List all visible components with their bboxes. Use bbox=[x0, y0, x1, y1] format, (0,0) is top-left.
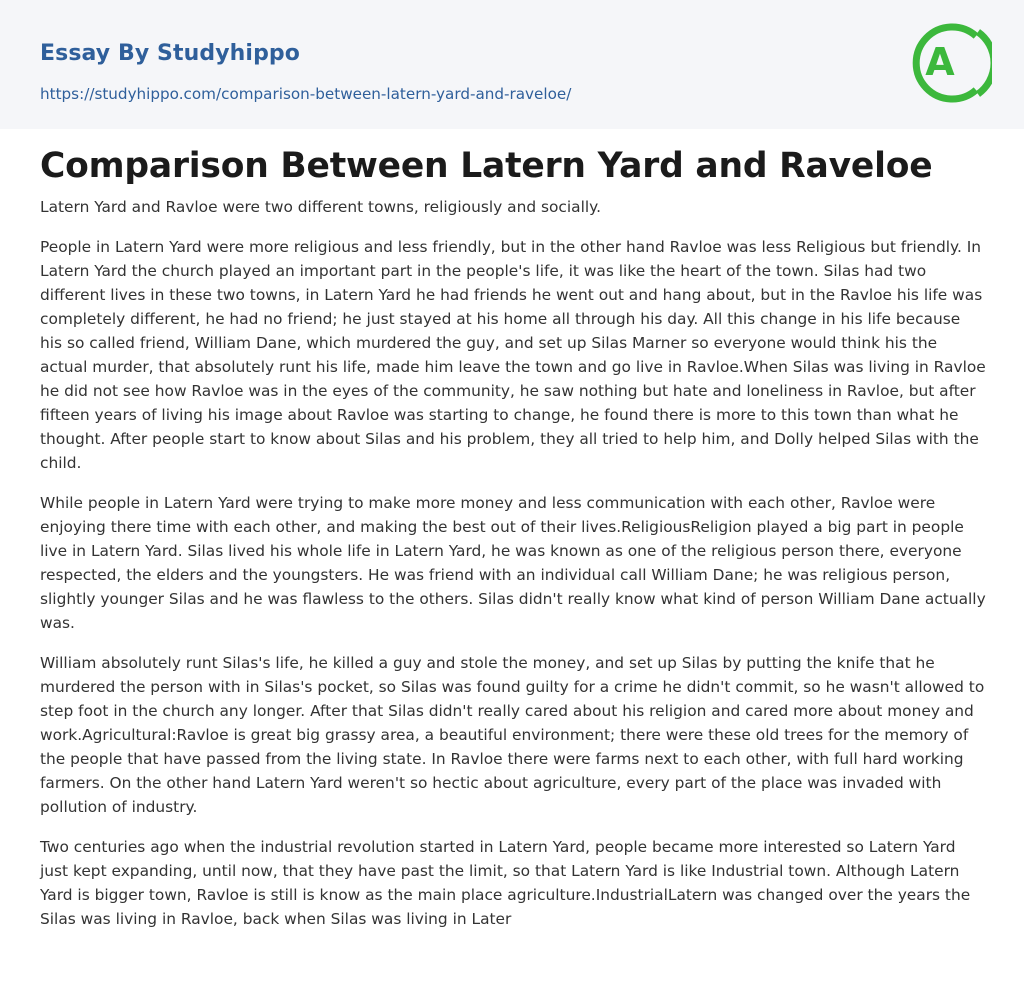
essay-body bbox=[40, 195, 986, 947]
essay-paragraph-1: Latern Yard and Ravloe were two different towns, religiously and socially. bbox=[40, 198, 601, 216]
source-url-link[interactable]: https://studyhippo.com/comparison-between-latern-yard-and-raveloe/ bbox=[40, 85, 572, 103]
logo-letter: A bbox=[925, 40, 955, 84]
brand-name[interactable]: Essay By Studyhippo bbox=[40, 41, 300, 66]
essay-title: Comparison Between Latern Yard and Raveloe bbox=[40, 146, 933, 186]
essay-paragraph-3: While people in Latern Yard were trying to make more money and less communication with each other, Ravloe were enjoying there time with each other, and making the best out of their lives.ReligiousReligion played a big part in people live in Latern Yard. Silas lived his whole life in Latern Yard, he was known as one of the religious person there, everyone respected, the elders and the youngsters. He was friend with an individual call William Dane; he was religious person, slightly younger Silas and he was flawless to the others. Silas didn't really know what kind of person William Dane actually was. bbox=[40, 494, 986, 632]
essay-paragraph-4: William absolutely runt Silas's life, he killed a guy and stole the money, and set up Silas by putting the knife that he murdered the person with in Silas's pocket, so Silas was found guilty for a crime he didn't commit, so he wasn't allowed to step foot in the church any longer. After that Silas didn't really cared about his religion and cared more about money and work.Agricultural:Ravloe is great big grassy area, a beautiful environment; there were these old trees for the memory of the people that have passed from the living state. In Ravloe there were farms next to each other, with full hard working farmers. On the other hand Latern Yard weren't so hectic about agriculture, every part of the place was invaded with pollution of industry. bbox=[40, 654, 985, 816]
essay-paragraph-5: Two centuries ago when the industrial revolution started in Latern Yard, people became more interested so Latern Yard just kept expanding, until now, that they have past the limit, so that Latern Yard is like Industrial town. Although Latern Yard is bigger town, Ravloe is still is know as the main place agriculture.IndustrialLatern was changed over the years the Silas was living in Ravloe, back when Silas was living in Later bbox=[40, 838, 971, 928]
essay-paragraph-2: People in Latern Yard were more religious and less friendly, but in the other hand Ravloe was less Religious but friendly. In Latern Yard the church played an important part in the people's life, it was like the heart of the town. Silas had two different lives in these two towns, in Latern Yard he had friends he went out and hang about, but in the Ravloe his life was completely different, he had no friend; he just stayed at his home all through his day. All this change in his life because his so called friend, William Dane, which murdered the guy, and set up Silas Marner so everyone would think his the actual murder, that absolutely runt his life, made him leave the town and go live in Ravloe.When Silas was living in Ravloe he did not see how Ravloe was in the eyes of the community, he saw nothing but hate and loneliness in Ravloe, but after fifteen years of living his image about Ravloe was starting to change, he found there is more to this town than what he thought. After people start to know about Silas and his problem, they all tried to help him, and Dolly helped Silas with the child. bbox=[40, 238, 986, 472]
